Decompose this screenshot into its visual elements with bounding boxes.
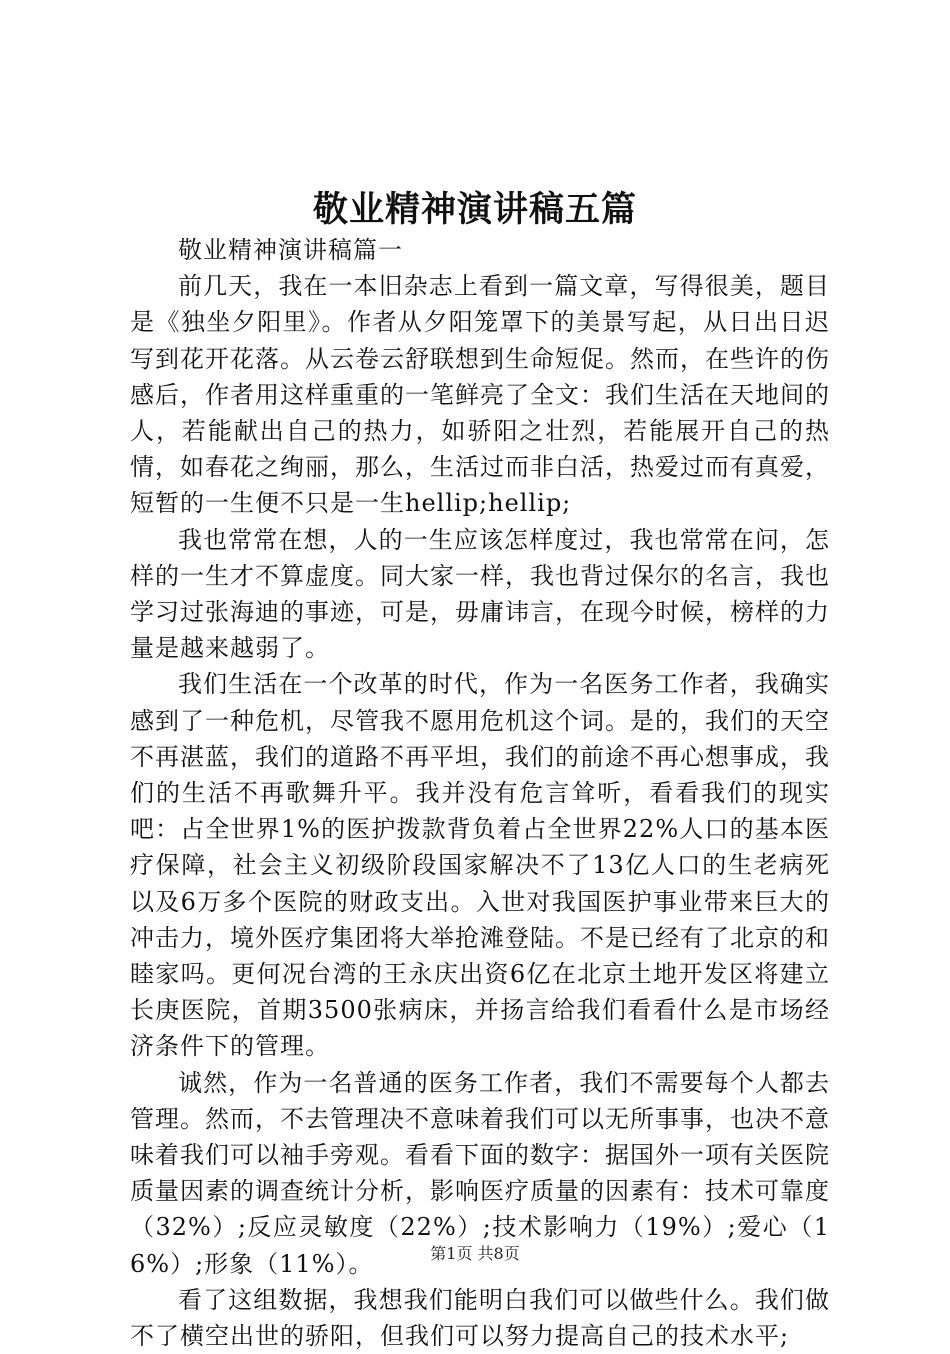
document-body (130, 232, 830, 1354)
paragraph: 我们生活在一个改革的时代，作为一名医务工作者，我确实感到了一种危机，尽管我不愿用危机这个词。是的，我们的天空不再湛蓝，我们的道路不再平坦，我们的前途不再心想事成，我们的生活不再歌舞升平。我并没有危言耸听，看看我们的现实吧：占全世界1%的医护拨款背负着占全世界22%人口的基本医疗保障，社会主义初级阶段国家解决不了13亿人口的生老病死以及6万多个医院的财政支出。入世对我国医护事业带来巨大的冲击力，境外医疗集团将大举抢滩登陆。不是已经有了北京的和睦家吗。更何况台湾的王永庆出资6亿在北京土地开发区将建立长庚医院，首期3500张病床，并扬言给我们看看什么是市场经济条件下的管理。 (130, 670, 830, 1061)
paragraph: 看了这组数据，我想我们能明白我们可以做些什么。我们做不了横空出世的骄阳，但我们可以努力提高自己的技术水平; (130, 1285, 830, 1351)
paragraph: 诚然，作为一名普通的医务工作者，我们不需要每个人都去管理。然而，不去管理决不意味着我们可以无所事事，也决不意味着我们可以袖手旁观。看看下面的数字：据国外一项有关医院质量因素的调查统计分析，影响医疗质量的因素有：技术可靠度（32%）;反应灵敏度（22%）;技术影响力（19%）;爱心（16%）;形象（11%）。 (130, 1068, 830, 1278)
paragraph: 我也常常在想，人的一生应该怎样度过，我也常常在问，怎样的一生才不算虚度。同大家一样，我也背过保尔的名言，我也学习过张海迪的事迹，可是，毋庸讳言，在现今时候，榜样的力量是越来越弱了。 (130, 525, 830, 663)
paragraph: 前几天，我在一本旧杂志上看到一篇文章，写得很美，题目是《独坐夕阳里》。作者从夕阳笼罩下的美景写起，从日出日迟写到花开花落。从云卷云舒联想到生命短促。然而，在些许的伤感后，作者用这样重重的一笔鲜亮了全文：我们生活在天地间的人，若能献出自己的热力，如骄阳之壮烈，若能展开自己的热情，如春花之绚丽，那么，生活过而非白活，热爱过而有真爱，短暂的一生便不只是一生hellip;hellip; (130, 272, 830, 518)
section-heading: 敬业精神演讲稿篇一 (178, 236, 403, 264)
document-title: 敬业精神演讲稿五篇 (312, 190, 637, 230)
page-number: 第1页 共8页 (430, 1244, 520, 1263)
